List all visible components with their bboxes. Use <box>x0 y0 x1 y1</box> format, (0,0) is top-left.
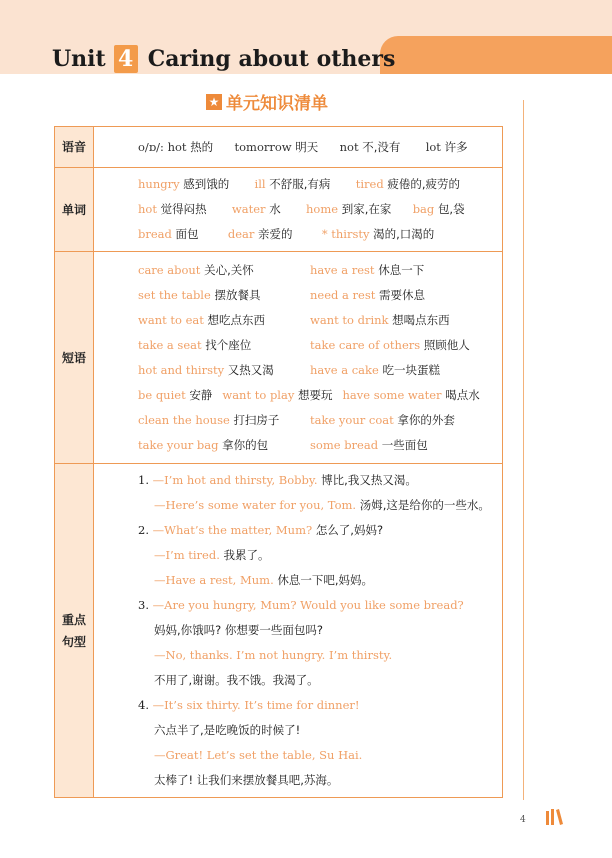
phonics-word: not <box>339 139 359 154</box>
sentence-line <box>138 518 502 543</box>
sentence-number: 2. <box>138 523 149 537</box>
phonics-word: tomorrow <box>234 139 292 154</box>
sentence-line <box>138 743 502 768</box>
sentence-zh: 不用了,谢谢。我不饿。我渴了。 <box>154 673 319 687</box>
phrase: take your bag <box>138 437 219 452</box>
word: tired <box>355 177 384 191</box>
phrase: set the table <box>138 287 211 302</box>
word-meaning: 水 <box>269 202 281 216</box>
word-meaning: 面包 <box>175 227 199 241</box>
phrase-line <box>138 408 502 433</box>
phrase-line <box>138 333 502 358</box>
sentence-zh: 我累了。 <box>223 548 270 562</box>
phrase-meaning: 摆放餐具 <box>214 287 261 302</box>
phonics-meaning: 明天 <box>295 139 319 154</box>
phrase-meaning: 休息一下 <box>378 262 425 277</box>
word: hungry <box>138 177 180 191</box>
word-line <box>138 222 502 247</box>
phrase-line <box>138 283 502 308</box>
word: * thirsty <box>321 227 370 241</box>
phrase: some bread <box>310 437 379 452</box>
word-meaning: 包,袋 <box>437 202 465 216</box>
word: ill <box>254 177 266 191</box>
sentence-zh: 休息一下吧,妈妈。 <box>277 573 374 587</box>
phrase-line <box>138 383 502 408</box>
phonics-content <box>94 127 503 168</box>
sentence-zh: 汤姆,这是给你的一些水。 <box>359 498 490 512</box>
section-heading <box>206 89 328 114</box>
sentence-line <box>138 618 502 643</box>
phrase-meaning: 喝点水 <box>445 387 480 402</box>
phrase: have a cake <box>310 362 379 377</box>
word: bag <box>412 202 435 216</box>
sentence-en: —I’m hot and thirsty, Bobby. <box>152 473 318 487</box>
sentence-number: 1. <box>138 473 149 487</box>
phrase: take care of others <box>310 337 421 352</box>
sentence-zh: 六点半了,是吃晚饭的时候了! <box>154 723 301 737</box>
phrase: care about <box>138 262 201 277</box>
sentence-line <box>138 718 502 743</box>
sentences-label <box>55 464 94 798</box>
phrases-row <box>55 252 503 464</box>
phrase-line <box>138 433 502 458</box>
word-meaning: 不舒服,有病 <box>269 177 331 191</box>
phrase-meaning: 吃一块蛋糕 <box>382 362 440 377</box>
star-icon: ★ <box>206 94 222 110</box>
phrase-meaning: 又热又渴 <box>227 362 274 377</box>
phrase-meaning: 打扫房子 <box>233 412 280 427</box>
phonics-label: 语音 <box>55 127 94 168</box>
word-meaning: 到家,在家 <box>341 202 392 216</box>
phrase-meaning: 安静 <box>189 387 213 402</box>
phrases-label: 短语 <box>55 252 94 464</box>
unit-word: Unit <box>52 46 106 72</box>
sentences-row <box>55 464 503 798</box>
phonics-line <box>138 135 502 160</box>
sentence-line <box>138 468 502 493</box>
word-meaning: 疲倦的,疲劳的 <box>387 177 460 191</box>
phrase-meaning: 拿你的外套 <box>397 412 455 427</box>
phrase-meaning: 照顾他人 <box>423 337 470 352</box>
unit-title <box>52 44 395 74</box>
phrase-line <box>138 258 502 283</box>
phrase: need a rest <box>310 287 376 302</box>
page-number: 4 <box>520 815 526 825</box>
word: water <box>231 202 266 216</box>
words-label: 单词 <box>55 168 94 252</box>
phrases-content <box>94 252 503 464</box>
word-meaning: 觉得闷热 <box>160 202 207 216</box>
sentence-en: —Great! Let’s set the table, Su Hai. <box>154 748 363 762</box>
sentences-label-line-1: 重点 <box>61 612 86 627</box>
phrase: be quiet <box>138 387 186 402</box>
word-meaning: 亲爱的 <box>258 227 293 241</box>
sentence-line <box>138 568 502 593</box>
sentence-line <box>138 768 502 793</box>
phrase: have some water <box>342 387 442 402</box>
phrase: have a rest <box>310 262 375 277</box>
phrase-meaning: 想吃点东西 <box>207 312 266 327</box>
sentence-line <box>138 643 502 668</box>
sentence-number: 4. <box>138 698 149 712</box>
phonics-word: lot <box>425 139 441 154</box>
phrase-meaning: 想要玩 <box>298 387 333 402</box>
word: bread <box>138 227 172 241</box>
phrase-meaning: 一些面包 <box>381 437 428 452</box>
word: hot <box>138 202 157 216</box>
word: home <box>306 202 339 216</box>
phrase: take your coat <box>310 412 394 427</box>
margin-rule <box>523 100 524 800</box>
sentence-en: —Have a rest, Mum. <box>154 573 274 587</box>
sentence-zh: 太棒了! 让我们来摆放餐具吧,苏海。 <box>154 773 339 787</box>
word: dear <box>227 227 255 241</box>
phrase-line <box>138 308 502 333</box>
sentences-label-line-2: 句型 <box>61 634 86 649</box>
phoneme: o/ɒ/: <box>138 139 164 154</box>
sentence-en: —Here’s some water for you, Tom. <box>154 498 357 512</box>
phrase-meaning: 找个座位 <box>205 337 252 352</box>
phrase: want to drink <box>310 312 389 327</box>
header-accent-strip <box>380 36 612 74</box>
sentence-line <box>138 493 502 518</box>
word-meaning: 感到饿的 <box>183 177 230 191</box>
phrase: take a seat <box>138 337 202 352</box>
phonics-meaning: 许多 <box>444 139 468 154</box>
phrase-meaning: 需要休息 <box>379 287 426 302</box>
sentence-line <box>138 693 502 718</box>
sentence-en: —It’s six thirty. It’s time for dinner! <box>152 698 360 712</box>
phrase: want to eat <box>138 312 204 327</box>
words-content <box>94 168 503 252</box>
knowledge-table <box>54 126 503 798</box>
phrase: hot and thirsty <box>138 362 225 377</box>
section-title-text: 单元知识清单 <box>226 94 328 114</box>
phrase: clean the house <box>138 412 230 427</box>
phonics-row <box>55 127 503 168</box>
sentence-line <box>138 543 502 568</box>
phrase-line <box>138 358 502 383</box>
sentence-zh: 妈妈,你饿吗? 你想要一些面包吗? <box>154 623 324 637</box>
phrase-meaning: 拿你的包 <box>222 437 269 452</box>
sentence-number: 3. <box>138 598 149 612</box>
sentence-zh: 怎么了,妈妈? <box>315 523 384 537</box>
word-line <box>138 172 502 197</box>
sentence-en: —No, thanks. I’m not hungry. I’m thirsty. <box>154 648 393 662</box>
phrase-meaning: 关心,关怀 <box>204 262 254 277</box>
sentence-en: —Are you hungry, Mum? Would you like some bread? <box>152 598 464 612</box>
sentence-en: —I’m tired. <box>154 548 220 562</box>
phonics-word: hot <box>167 139 187 154</box>
phrase-meaning: 想喝点东西 <box>392 312 450 327</box>
word-line <box>138 197 502 222</box>
words-row <box>55 168 503 252</box>
sentence-zh: 博比,我又热又渴。 <box>321 473 417 487</box>
sentence-line <box>138 593 502 618</box>
sentence-en: —What’s the matter, Mum? <box>152 523 313 537</box>
phonics-meaning: 热的 <box>190 139 214 154</box>
phrase: want to play <box>222 387 295 402</box>
word-meaning: 渴的,口渴的 <box>373 227 435 241</box>
phonics-meaning: 不,没有 <box>362 139 401 154</box>
book-spines-icon <box>545 808 565 826</box>
unit-number-badge: 4 <box>114 45 138 73</box>
sentence-line <box>138 668 502 693</box>
unit-name: Caring about others <box>147 46 396 72</box>
sentences-content <box>94 464 503 798</box>
